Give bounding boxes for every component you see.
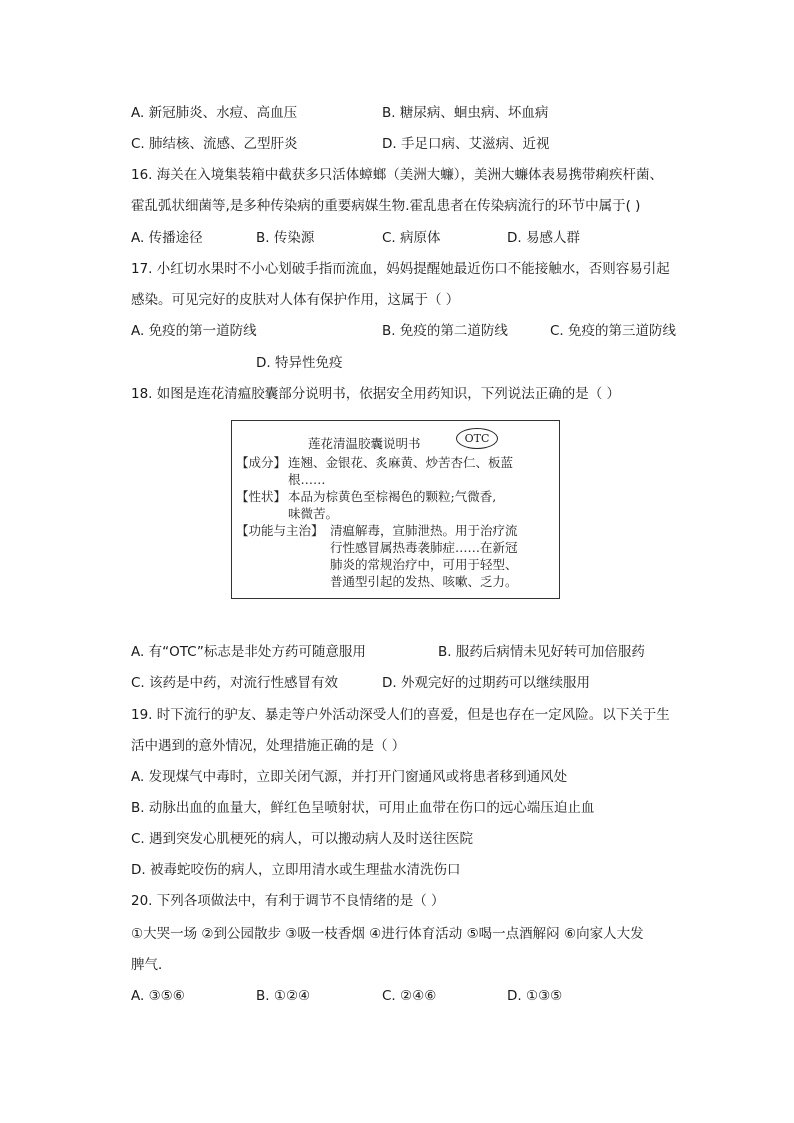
q17-option-a: A. 免疫的第一道防线 [131, 323, 257, 339]
medicine-instruction-figure [231, 420, 560, 599]
q19-stem-line-1: 19. 时下流行的驴友、暴走等户外活动深受人们的喜爱，但是也存在一定风险。以下关于生 [131, 707, 670, 723]
function-text-4: 普通型引起的发热、咳嗽、乏力。 [330, 574, 518, 589]
instruction-title: 莲花清温胶囊说明书 [308, 436, 421, 451]
q15-option-b: B. 糖尿病、蛔虫病、坏血病 [382, 105, 549, 121]
q18-option-b: B. 服药后病情未见好转可加倍服药 [438, 644, 645, 660]
q19-stem-line-2: 活中遇到的意外情况，处理措施正确的是（ ） [131, 738, 406, 754]
q20-option-a: A. ③⑤⑥ [131, 988, 185, 1004]
otc-badge: OTC [456, 428, 498, 449]
q17-option-c: C. 免疫的第三道防线 [550, 323, 677, 339]
q16-option-a: A. 传播途径 [131, 230, 203, 246]
q16-option-d: D. 易感人群 [507, 230, 580, 246]
ingredients-label: 【成分】 [236, 455, 287, 470]
q19-option-b: B. 动脉出血的血量大，鲜红色呈喷射状，可用止血带在伤口的远心端压迫止血 [131, 800, 595, 816]
q16-option-c: C. 病原体 [382, 230, 441, 246]
q20-items-line-1: ①大哭一场 ②到公园散步 ③吸一枝香烟 ④进行体育活动 ⑤喝一点酒解闷 ⑥向家人大发 [131, 926, 644, 942]
function-text-2: 行性感冒属热毒袭肺症……在新冠 [330, 540, 518, 555]
ingredients-text-2: 根…… [288, 472, 326, 487]
q17-stem-line-2: 感染。可见完好的皮肤对人体有保护作用，这属于（ ） [131, 292, 460, 308]
q18-stem: 18. 如图是连花清瘟胶囊部分说明书，依据安全用药知识，下列说法正确的是（ ） [131, 386, 621, 402]
ingredients-text-1: 连翘、金银花、炙麻黄、炒苦杏仁、板蓝 [288, 455, 514, 470]
properties-label: 【性状】 [236, 489, 287, 504]
q16-stem-line-1: 16. 海关在入境集装箱中截获多只活体蟑螂（美洲大蠊），美洲大蠊体表易携带痢疾杆菌、 [131, 167, 664, 183]
q20-items-line-2: 脾气． [131, 957, 172, 973]
q18-option-d: D. 外观完好的过期药可以继续服用 [382, 675, 590, 691]
q20-option-b: B. ①②④ [256, 988, 311, 1004]
q20-option-c: C. ②④⑥ [382, 988, 437, 1004]
q17-option-d: D. 特异性免疫 [256, 355, 343, 371]
function-text-3: 肺炎的常规治疗中，可用于轻型、 [330, 557, 518, 572]
q20-stem: 20. 下列各项做法中，有利于调节不良情绪的是（ ） [131, 893, 445, 909]
q19-option-a: A. 发现煤气中毒时，立即关闭气源，并打开门窗通风或将患者移到通风处 [131, 769, 568, 785]
properties-text-1: 本品为棕黄色至棕褐色的颗粒;气微香, [288, 489, 497, 504]
function-text-1: 清瘟解毒，宣肺泄热。用于治疗流 [330, 523, 518, 538]
q15-option-c: C. 肺结核、流感、乙型肝炎 [131, 136, 298, 152]
q17-option-b: B. 免疫的第二道防线 [382, 323, 508, 339]
q19-option-c: C. 遇到突发心肌梗死的病人，可以搬动病人及时送往医院 [131, 831, 474, 847]
q16-stem-line-2: 霍乱弧状细菌等,是多种传染病的重要病媒生物.霍乱患者在传染病流行的环节中属于( ) [131, 198, 641, 214]
q19-option-d: D. 被毒蛇咬伤的病人，立即用清水或生理盐水清洗伤口 [131, 862, 461, 878]
q16-option-b: B. 传染源 [256, 230, 315, 246]
q20-option-d: D. ①③⑤ [507, 988, 563, 1004]
function-label: 【功能与主治】 [236, 523, 324, 538]
q15-option-a: A. 新冠肺炎、水痘、高血压 [131, 105, 298, 121]
properties-text-2: 味微苦。 [288, 506, 339, 521]
q18-option-c: C. 该药是中药，对流行性感冒有效 [131, 675, 339, 691]
q15-option-d: D. 手足口病、艾滋病、近视 [382, 136, 550, 152]
q18-option-a: A. 有“OTC”标志是非处方药可随意服用 [131, 644, 366, 660]
q17-stem-line-1: 17. 小红切水果时不小心划破手指而流血，妈妈提醒她最近伤口不能接触水，否则容易引起 [131, 261, 670, 277]
